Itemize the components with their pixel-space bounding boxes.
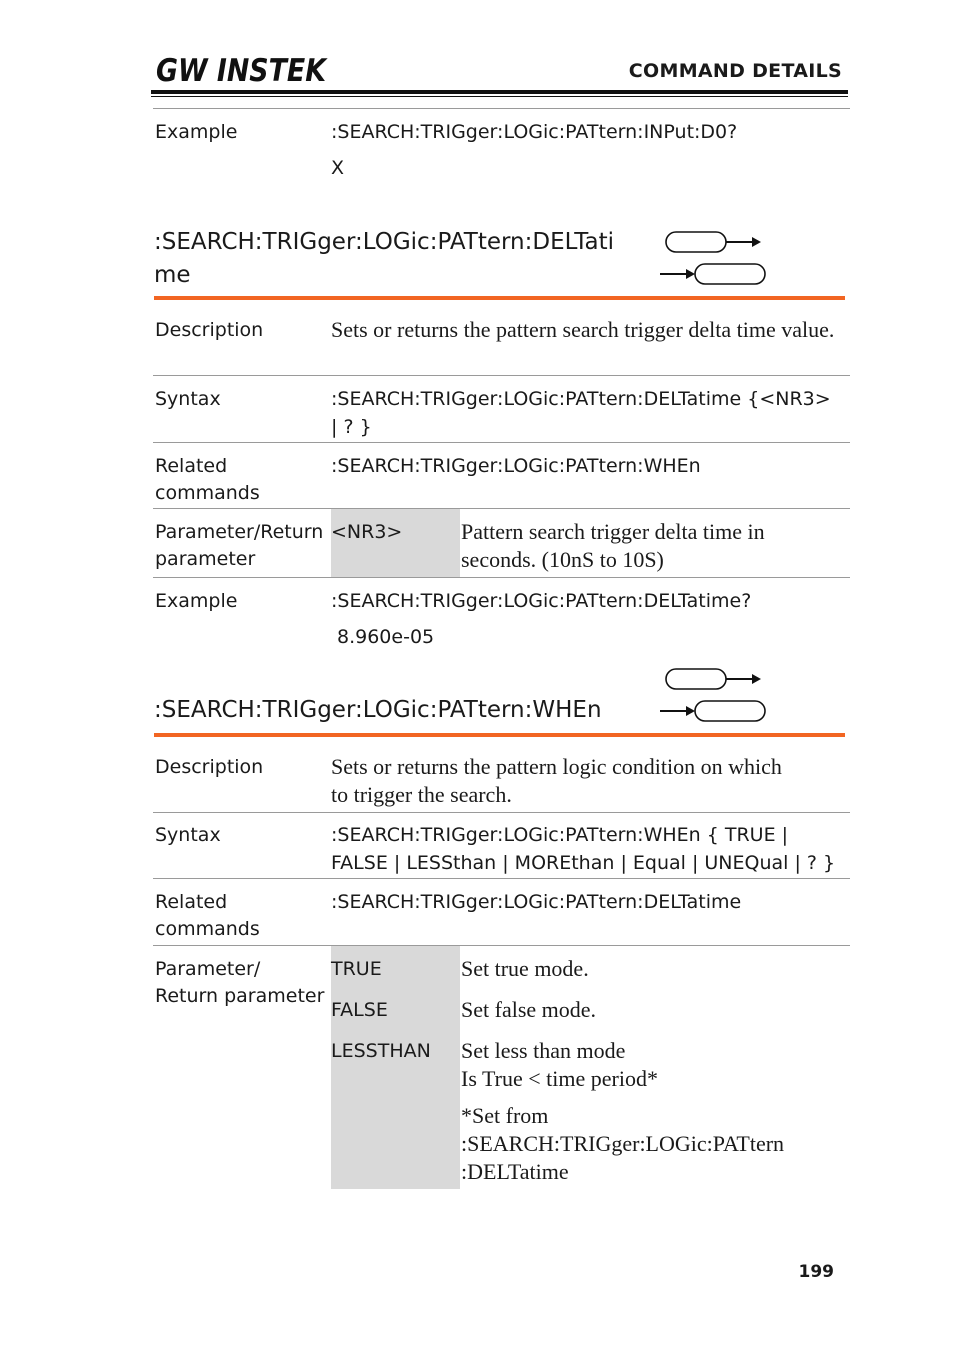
param-lessthan: LESSTHAN xyxy=(331,1040,431,1062)
section-title: COMMAND DETAILS xyxy=(628,60,842,82)
syntax-text: :SEARCH:TRIGger:LOGic:PATtern:WHEn { TRUE | FALSE | LESSthan | MOREthan | Equal | UNEQual | ? } xyxy=(331,824,836,874)
header-rule-thin xyxy=(151,96,848,97)
divider xyxy=(153,508,850,509)
related-command: :SEARCH:TRIGger:LOGic:PATtern:DELTatime xyxy=(331,891,742,913)
description-label: Description xyxy=(155,756,264,778)
deltatime-heading: :SEARCH:TRIGger:LOGic:PATtern:DELTati me xyxy=(154,229,615,288)
related-label: Related commands xyxy=(155,891,260,940)
syntax-text: :SEARCH:TRIGger:LOGic:PATtern:DELTatime {<NR3> | ? } xyxy=(331,388,831,438)
query-command-icon xyxy=(660,665,770,727)
param-false-description: Set false mode. xyxy=(461,997,597,1022)
when-heading: :SEARCH:TRIGger:LOGic:PATtern:WHEn xyxy=(154,697,602,723)
param-name: <NR3> xyxy=(331,521,403,543)
svg-text:GW INSTEK: GW INSTEK xyxy=(156,53,328,89)
description-text: Sets or returns the pattern search trigger delta time value. xyxy=(331,317,835,342)
example-command: :SEARCH:TRIGger:LOGic:PATtern:DELTatime? xyxy=(331,590,752,612)
divider xyxy=(153,577,850,578)
divider xyxy=(153,108,850,109)
divider xyxy=(153,812,850,813)
gw-instek-logo xyxy=(156,52,328,89)
example-result: 8.960e-05 xyxy=(337,626,435,648)
section-rule xyxy=(154,733,845,737)
param-lessthan-description: Set less than mode Is True < time period* xyxy=(461,1038,658,1091)
param-label: Parameter/Return parameter xyxy=(155,521,324,570)
page-number: 199 xyxy=(798,1262,834,1282)
divider xyxy=(153,375,850,376)
example-result: X xyxy=(331,157,345,179)
header-rule-thick xyxy=(151,90,848,94)
divider xyxy=(153,878,850,879)
param-false: FALSE xyxy=(331,999,388,1021)
param-label: Parameter/ Return parameter xyxy=(155,958,325,1007)
divider xyxy=(153,945,850,946)
related-command: :SEARCH:TRIGger:LOGic:PATtern:WHEn xyxy=(331,455,701,477)
param-note: *Set from :SEARCH:TRIGger:LOGic:PATtern :DELTatime xyxy=(461,1103,785,1184)
example-command: :SEARCH:TRIGger:LOGic:PATtern:INPut:D0? xyxy=(331,121,738,143)
example-label: Example xyxy=(155,121,238,143)
example-label: Example xyxy=(155,590,238,612)
param-description: Pattern search trigger delta time in seconds. (10nS to 10S) xyxy=(461,519,765,572)
syntax-label: Syntax xyxy=(155,388,221,410)
description-text: Sets or returns the pattern logic condition on which to trigger the search. xyxy=(331,754,782,807)
syntax-label: Syntax xyxy=(155,824,221,846)
description-label: Description xyxy=(155,319,264,341)
related-label: Related commands xyxy=(155,455,260,504)
param-true-description: Set true mode. xyxy=(461,956,589,981)
param-true: TRUE xyxy=(331,958,382,980)
query-command-icon xyxy=(660,228,770,290)
section-rule xyxy=(154,296,845,300)
divider xyxy=(153,442,850,443)
